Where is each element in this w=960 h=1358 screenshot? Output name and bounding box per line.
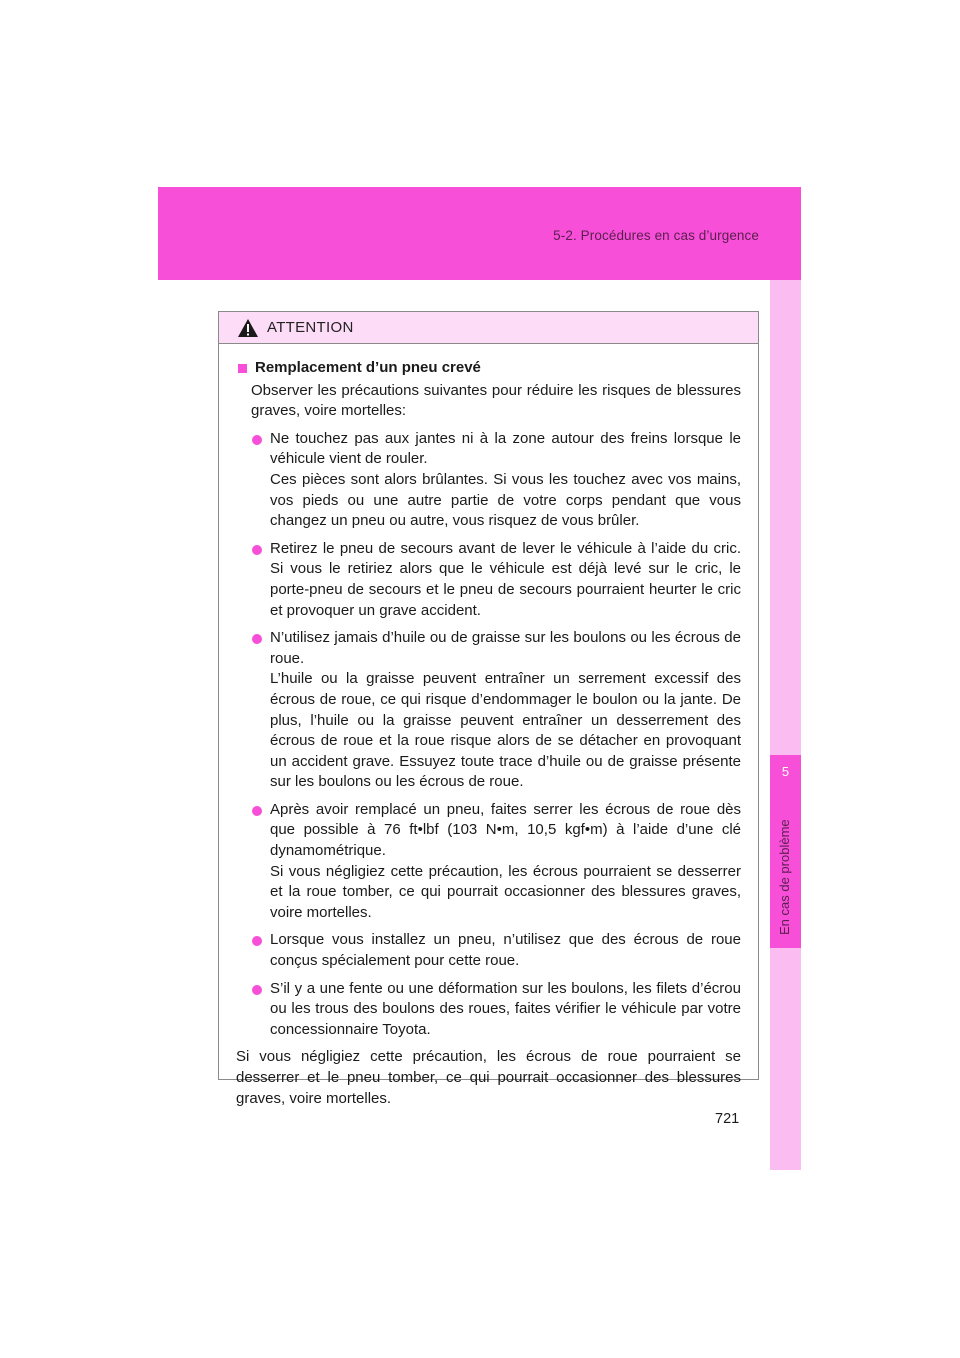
bullet-text: N’utilisez jamais d’huile ou de graisse sur les boulons ou les écrous de roue. [270,629,741,667]
bullet-text: Ne touchez pas aux jantes ni à la zone autour des freins lorsque le véhicule vient de rouler. [270,429,741,468]
header-title: 5-2. Procédures en cas d’urgence [553,228,759,243]
warning-title: ATTENTION [267,319,354,336]
square-bullet-icon [238,364,247,373]
dot-bullet-icon [252,985,262,995]
closing-text: Si vous négligiez cette précaution, les écrous de roue pourraient se desserrer et le pneu tomber, ce qui pourrait occasionner des blessures graves, voire mortelles. [236,1048,741,1107]
bullet-text: L’huile ou la graisse peuvent entraîner un serrement excessif des écrous de roue, ce qui risque d’endommager le boulon ou la jante. De plus, l’huile ou la graisse peuvent entraîner un desserrement des écrous de roue et la roue risque alors de se détacher en provoquant un accident grave. Essuyez toute trace d’huile ou de graisse présente sur les boulons ou les écrous de roue. [270,670,741,791]
header-band [158,187,801,280]
list-item [236,979,741,1041]
warning-body [219,344,758,1109]
page-number: 721 [715,1111,740,1127]
warning-header [219,312,758,344]
warning-box [218,311,759,1107]
list-item [236,429,741,532]
list-item [236,930,741,971]
dot-bullet-icon [252,936,262,946]
list-item [236,800,741,924]
dot-bullet-icon [252,806,262,816]
list-item [236,628,741,793]
side-tab-number: 5 [781,764,790,779]
bullet-text: Lorsque vous installez un pneu, n’utilisez que des écrous de roue conçus spécialement pour cette roue. [270,931,741,970]
bullet-text: S’il y a une fente ou une déformation sur les boulons, les filets d’écrou ou les trous des boulons des roues, faites vérifier le véhicule par votre concessionnaire Toyota. [270,979,741,1038]
section-heading [236,358,741,379]
dot-bullet-icon [252,634,262,644]
side-tab-label: En cas de problème [777,819,792,935]
intro-text: Observer les précautions suivantes pour réduire les risques de blessures graves, voire mortelles: [251,381,741,420]
warning-triangle-icon [237,318,259,338]
dot-bullet-icon [252,435,262,445]
bullet-text: Si vous négligiez cette précaution, les écrous pourraient se desserrer et la roue tomber, ce qui pourrait occasionner des blessures graves, voire mortelles. [270,862,741,921]
bullet-text: Après avoir remplacé un pneu, faites serrer les écrous de roue dès que possible à 76 ft•lbf (103 N•m, 10,5 kgf•m) à l’aide d’une clé dynamométrique. [270,800,741,860]
list-item [236,539,741,621]
dot-bullet-icon [252,545,262,555]
bullet-text: Ces pièces sont alors brûlantes. Si vous les touchez avec vos mains, vos pieds ou une autre partie de votre corps pendant que vous changez un pneu ou autre, vous risquez de vous brûler. [270,470,741,530]
section-title: Remplacement d’un pneu crevé [255,359,481,376]
bullet-text: Retirez le pneu de secours avant de lever le véhicule à l’aide du cric. Si vous le retiriez alors que le véhicule est déjà levé sur le cric, le porte-pneu de secours et le pneu de secours pourraient heurter le cric et provoquer un grave accident. [270,539,741,619]
side-tab [770,280,801,1170]
